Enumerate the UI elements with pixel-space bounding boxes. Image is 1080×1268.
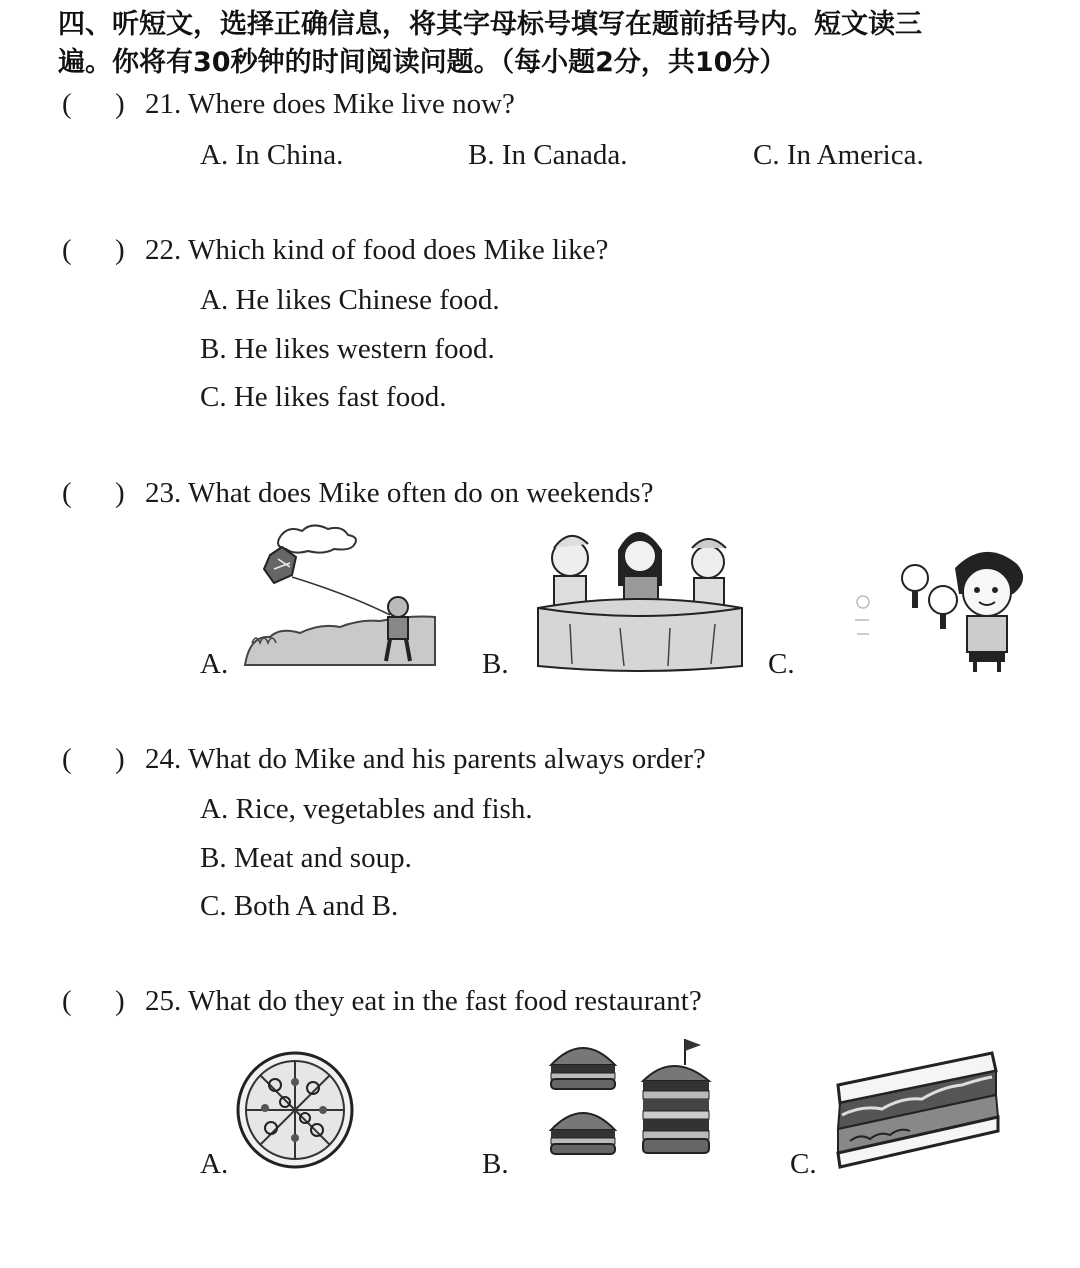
answer-paren-open[interactable]: (	[62, 234, 72, 266]
answer-paren-open[interactable]: (	[62, 743, 72, 775]
answer-paren-open[interactable]: (	[62, 985, 72, 1017]
answer-paren-close: )	[115, 88, 125, 120]
option-c: C. He likes fast food.	[200, 381, 447, 413]
ping-pong-icon	[845, 540, 1030, 675]
option-c-label: C.	[768, 648, 795, 680]
option-b: B. In Canada.	[468, 139, 628, 171]
answer-paren-open[interactable]: (	[62, 477, 72, 509]
question-text: 23. What does Mike often do on weekends?	[145, 477, 654, 509]
option-a-label: A.	[200, 1148, 229, 1180]
fly-kite-icon	[240, 515, 440, 675]
option-a-label: A.	[200, 648, 229, 680]
answer-paren-close: )	[115, 743, 125, 775]
section-header-line2: 遍。你将有30秒钟的时间阅读问题。（每小题2分，共10分）	[58, 47, 787, 78]
option-b: B. Meat and soup.	[200, 842, 412, 874]
option-b: B. He likes western food.	[200, 333, 495, 365]
answer-paren-close: )	[115, 234, 125, 266]
question-text: 24. What do Mike and his parents always order?	[145, 743, 706, 775]
question-text: 21. Where does Mike live now?	[145, 88, 515, 120]
answer-paren-open[interactable]: (	[62, 88, 72, 120]
option-a: A. He likes Chinese food.	[200, 284, 500, 316]
family-dinner-icon	[530, 520, 750, 675]
option-a: A. In China.	[200, 139, 344, 171]
question-text: 25. What do they eat in the fast food restaurant?	[145, 985, 702, 1017]
pizza-icon	[235, 1050, 355, 1170]
option-b-label: B.	[482, 648, 509, 680]
question-text: 22. Which kind of food does Mike like?	[145, 234, 609, 266]
answer-paren-close: )	[115, 985, 125, 1017]
hamburgers-icon	[545, 1035, 725, 1160]
option-c: C. Both A and B.	[200, 890, 399, 922]
section-header-line1: 四、听短文，选择正确信息，将其字母标号填写在题前括号内。短文读三	[58, 9, 922, 40]
option-c-label: C.	[790, 1148, 817, 1180]
answer-paren-close: )	[115, 477, 125, 509]
option-c: C. In America.	[753, 139, 924, 171]
sandwich-icon	[830, 1045, 1000, 1170]
option-b-label: B.	[482, 1148, 509, 1180]
option-a: A. Rice, vegetables and fish.	[200, 793, 533, 825]
